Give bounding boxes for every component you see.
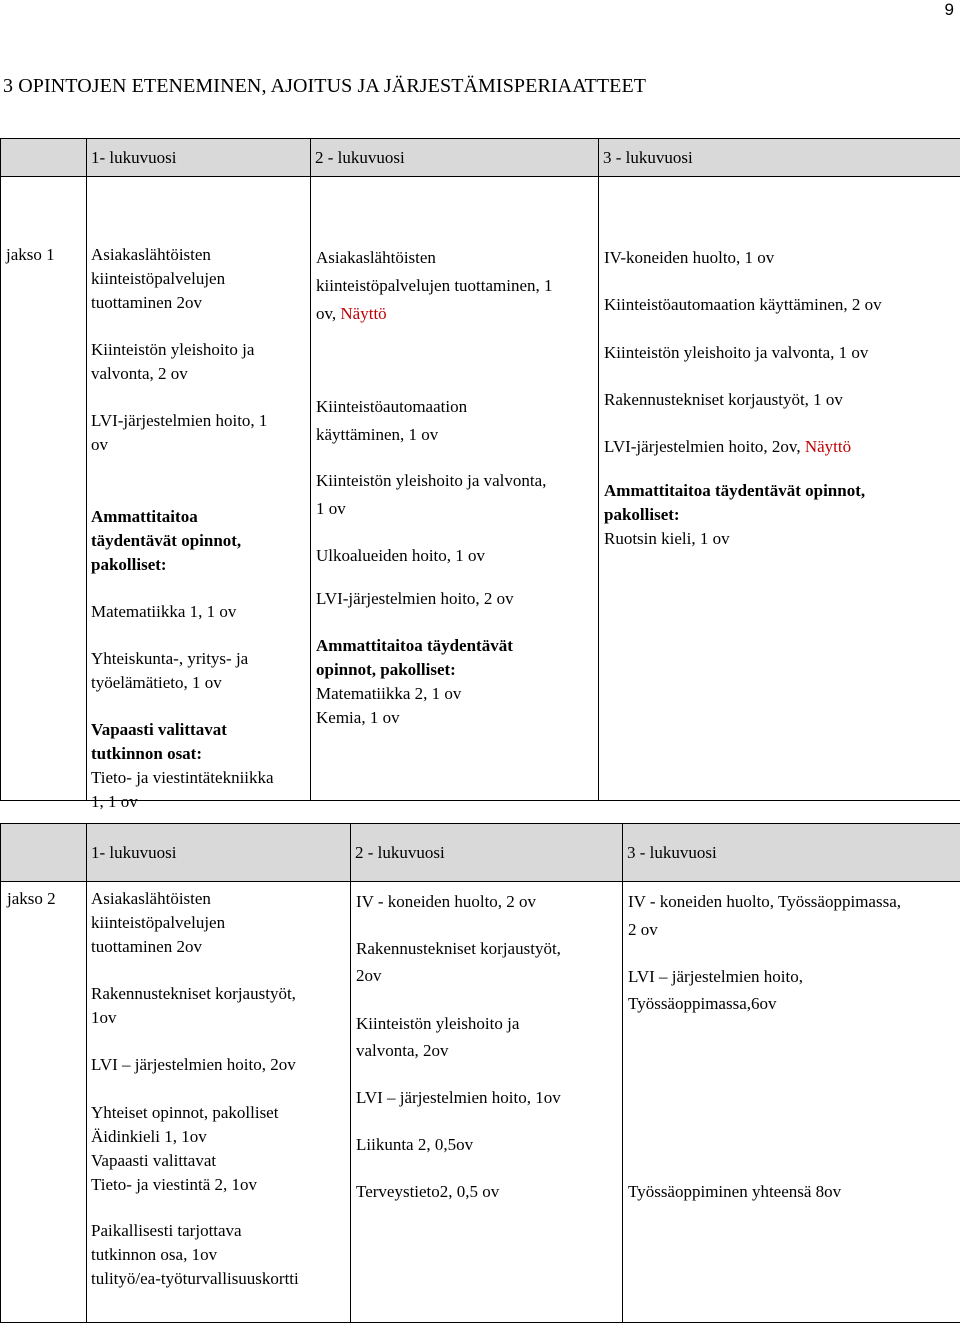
course-line: 2 ov <box>628 918 658 942</box>
course-line: Rakennustekniset korjaustyöt, 1 ov <box>604 388 843 412</box>
schedule-table-jakso-1 <box>0 138 960 801</box>
course-line: Kiinteistön yleishoito ja <box>91 338 254 362</box>
course-line: Asiakaslähtöisten <box>91 887 211 911</box>
course-line: Asiakaslähtöisten <box>91 243 211 267</box>
header-cell-empty <box>1 824 87 882</box>
course-line: Paikallisesti tarjottava <box>91 1219 242 1243</box>
course-line: Ulkoalueiden hoito, 1 ov <box>316 544 485 568</box>
section-heading: 3 OPINTOJEN ETENEMINEN, AJOITUS JA JÄRJESTÄMISPERIAATTEET <box>3 74 646 98</box>
year-1-cell <box>87 882 351 1323</box>
course-line: Kiinteistöautomaation <box>316 395 467 419</box>
course-line: LVI-järjestelmien hoito, 1 <box>91 409 267 433</box>
schedule-table-jakso-2 <box>0 823 960 1323</box>
table-header-row <box>1 139 960 177</box>
section-label: pakolliset: <box>604 503 680 527</box>
jakso-label: jakso 1 <box>6 243 55 267</box>
section-label: Ammattitaitoa täydentävät opinnot, <box>604 479 865 503</box>
header-year-1: 1- lukuvuosi <box>87 824 351 882</box>
course-line: Matematiikka 2, 1 ov <box>316 682 461 706</box>
course-line: Yhteiset opinnot, pakolliset <box>91 1101 278 1125</box>
course-line: tulityö/ea-työturvallisuuskortti <box>91 1267 299 1291</box>
course-line <box>604 435 851 459</box>
course-line: Tieto- ja viestintätekniikka <box>91 766 274 790</box>
section-label: täydentävät opinnot, <box>91 529 241 553</box>
course-line: Tieto- ja viestintä 2, 1ov <box>91 1173 257 1197</box>
course-line: Työssäoppiminen yhteensä 8ov <box>628 1180 841 1204</box>
course-line: Liikunta 2, 0,5ov <box>356 1133 473 1157</box>
course-line: tutkinnon osa, 1ov <box>91 1243 217 1267</box>
section-label: pakolliset: <box>91 553 167 577</box>
course-line: kiinteistöpalvelujen tuottaminen, 1 <box>316 274 553 298</box>
section-label: tutkinnon osat: <box>91 742 202 766</box>
course-line: LVI – järjestelmien hoito, 1ov <box>356 1086 561 1110</box>
course-line: LVI – järjestelmien hoito, <box>628 965 803 989</box>
jakso-label-cell <box>1 177 87 801</box>
course-line: Ruotsin kieli, 1 ov <box>604 527 730 551</box>
course-line: Kiinteistön yleishoito ja valvonta, <box>316 469 546 493</box>
nayto-marker: Näyttö <box>340 304 386 323</box>
course-line <box>316 302 387 326</box>
year-3-cell <box>599 177 960 801</box>
table-header-row <box>1 824 960 882</box>
year-3-cell <box>623 882 960 1323</box>
course-line: IV - koneiden huolto, 2 ov <box>356 890 536 914</box>
course-line: kiinteistöpalvelujen <box>91 267 225 291</box>
course-line: Äidinkieli 1, 1ov <box>91 1125 207 1149</box>
course-line: Työssäoppimassa,6ov <box>628 992 777 1016</box>
course-line: LVI – järjestelmien hoito, 2ov <box>91 1053 296 1077</box>
page-number: 9 <box>945 0 954 22</box>
course-line: Vapaasti valittavat <box>91 1149 216 1173</box>
year-1-cell <box>87 177 311 801</box>
header-cell-empty <box>1 139 87 177</box>
course-line: Asiakaslähtöisten <box>316 246 436 270</box>
course-text: LVI-järjestelmien hoito, 2ov, <box>604 437 805 456</box>
course-line: 2ov <box>356 964 382 988</box>
course-line: 1 ov <box>316 497 346 521</box>
course-line: työelämätieto, 1 ov <box>91 671 222 695</box>
course-line: tuottaminen 2ov <box>91 291 202 315</box>
header-year-2: 2 - lukuvuosi <box>311 139 599 177</box>
course-line: Yhteiskunta-, yritys- ja <box>91 647 248 671</box>
course-line: valvonta, 2 ov <box>91 362 188 386</box>
course-line: IV - koneiden huolto, Työssäoppimassa, <box>628 890 901 914</box>
course-line: 1ov <box>91 1006 117 1030</box>
course-line: 1, 1 ov <box>91 790 138 814</box>
section-label: Ammattitaitoa <box>91 505 198 529</box>
nayto-marker: Näyttö <box>805 437 851 456</box>
course-line: Rakennustekniset korjaustyöt, <box>91 982 296 1006</box>
year-2-cell <box>351 882 623 1323</box>
course-line: kiinteistöpalvelujen <box>91 911 225 935</box>
course-line: tuottaminen 2ov <box>91 935 202 959</box>
section-label: Vapaasti valittavat <box>91 718 227 742</box>
course-line: Kiinteistön yleishoito ja <box>356 1012 519 1036</box>
header-year-1: 1- lukuvuosi <box>87 139 311 177</box>
course-line: valvonta, 2ov <box>356 1039 449 1063</box>
header-year-3: 3 - lukuvuosi <box>623 824 960 882</box>
course-line: Kemia, 1 ov <box>316 706 400 730</box>
course-line: Kiinteistöautomaation käyttäminen, 2 ov <box>604 293 882 317</box>
jakso-label-cell <box>1 882 87 1323</box>
course-line: Terveystieto2, 0,5 ov <box>356 1180 499 1204</box>
course-line: LVI-järjestelmien hoito, 2 ov <box>316 587 514 611</box>
year-2-cell <box>311 177 599 801</box>
table-row-jakso-2 <box>1 882 960 1323</box>
course-text: ov, <box>316 304 340 323</box>
course-line: ov <box>91 433 108 457</box>
course-line: IV-koneiden huolto, 1 ov <box>604 246 774 270</box>
header-year-3: 3 - lukuvuosi <box>599 139 960 177</box>
course-line: Kiinteistön yleishoito ja valvonta, 1 ov <box>604 341 868 365</box>
section-label: opinnot, pakolliset: <box>316 658 456 682</box>
table-row-jakso-1 <box>1 177 960 801</box>
course-line: Matematiikka 1, 1 ov <box>91 600 236 624</box>
course-line: Rakennustekniset korjaustyöt, <box>356 937 561 961</box>
jakso-label: jakso 2 <box>7 887 56 911</box>
header-year-2: 2 - lukuvuosi <box>351 824 623 882</box>
course-line: käyttäminen, 1 ov <box>316 423 438 447</box>
section-label: Ammattitaitoa täydentävät <box>316 634 513 658</box>
